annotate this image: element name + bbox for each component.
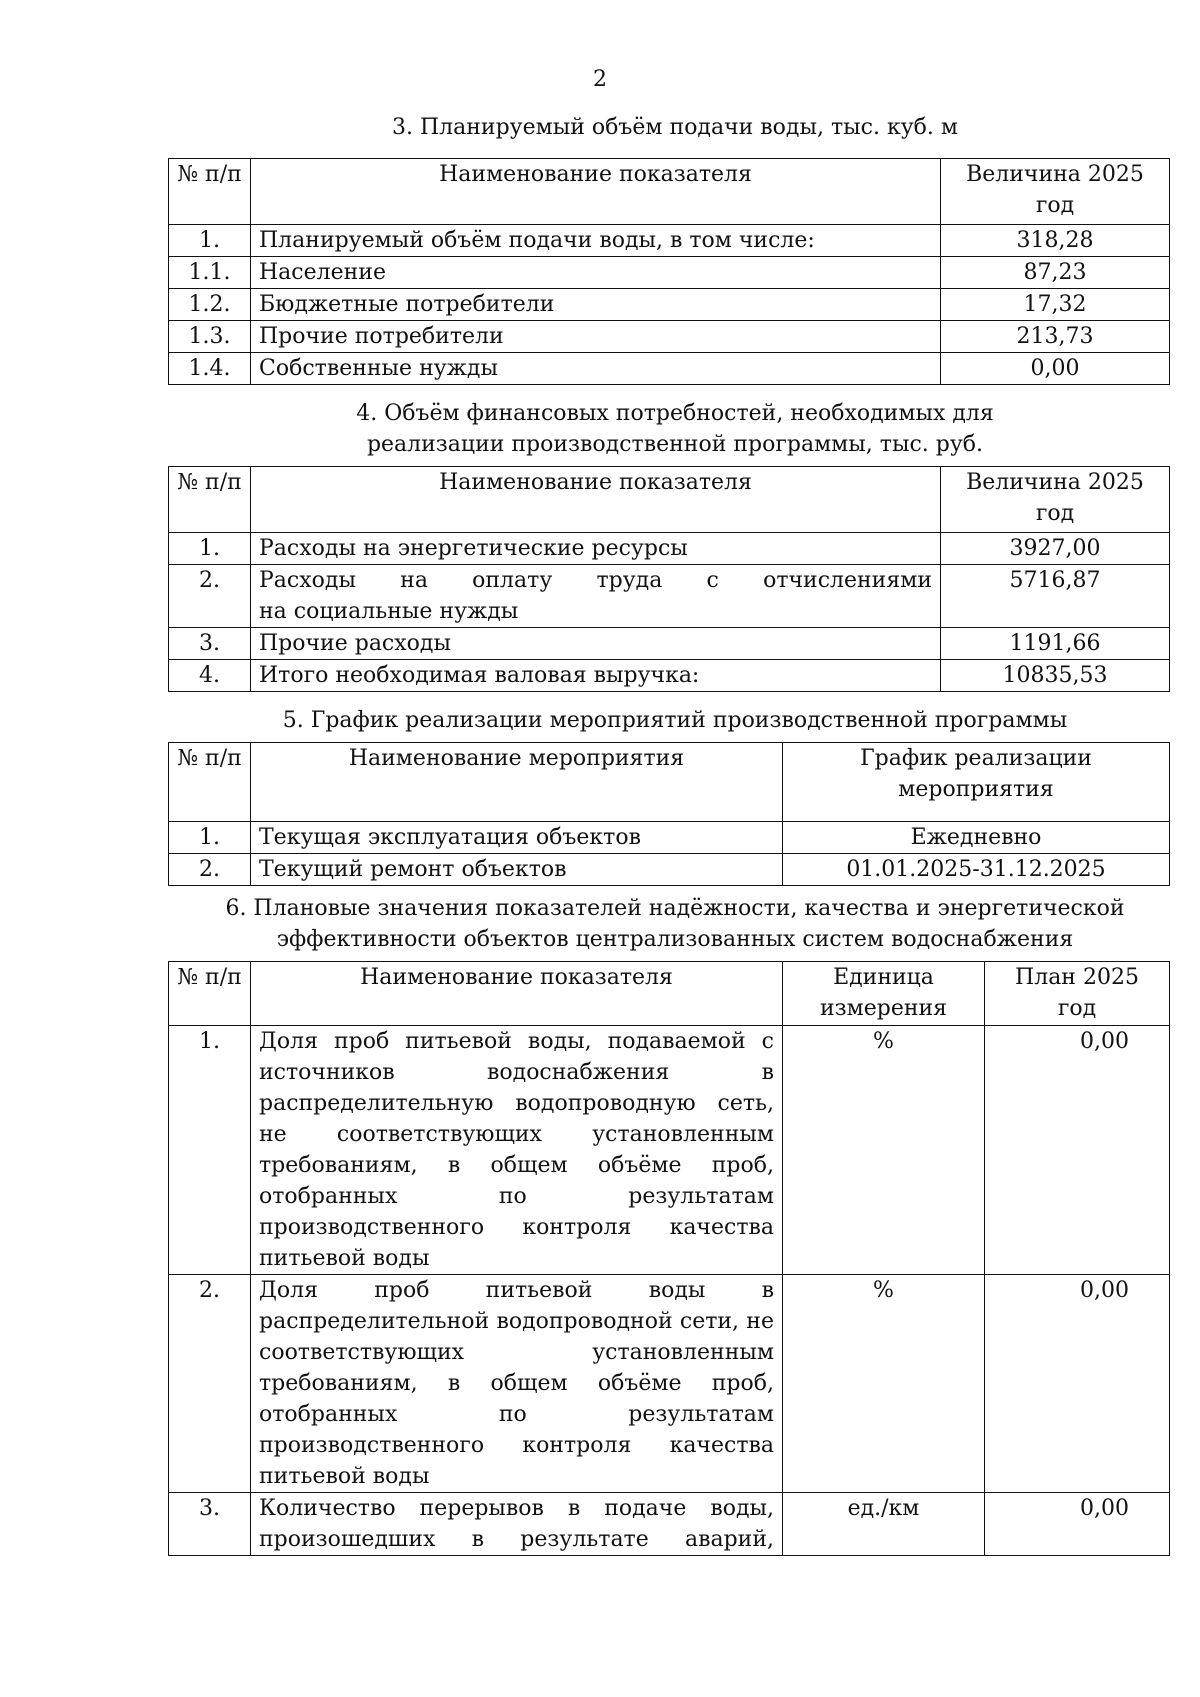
row-num: 1.4. [169,353,251,385]
table-row [169,1493,1170,1556]
row-num: 1. [169,225,251,257]
table-row [169,321,1170,353]
row-num: 1.1. [169,257,251,289]
row-name: Бюджетные потребители [251,289,941,321]
section-5-title: 5. График реализации мероприятий производственной программы [282,708,1068,733]
table-row [169,628,1170,660]
table-row [169,225,1170,257]
row-name: Доля проб питьевой воды, подаваемой с источников водоснабжения в распределительную водопроводную сеть, не соответствующих установленным требованиям, в общем объёме проб, отобранных по результатам производственного контроля качества питьевой воды [251,1026,783,1275]
row-unit: % [783,1026,985,1275]
schedule-table [168,742,1170,886]
header-num: № п/п [169,743,251,822]
header-num: № п/п [169,159,251,225]
table-row [169,822,1170,854]
header-plan: План 2025 год [985,962,1170,1026]
row-num: 1. [169,533,251,565]
row-num: 3. [169,628,251,660]
row-plan: 0,00 [985,1026,1170,1275]
section-6-title: 6. Плановые значения показателей надёжности, качества и энергетической эффективности объектов централизованных систем водоснабжения [225,896,1125,952]
row-unit: ед./км [783,1493,985,1556]
table-row [169,289,1170,321]
row-value: 213,73 [941,321,1170,353]
row-num: 2. [169,854,251,886]
row-schedule: 01.01.2025-31.12.2025 [783,854,1170,886]
row-name: Планируемый объём подачи воды, в том числе: [251,225,941,257]
row-value: 10835,53 [941,660,1170,692]
row-value: 17,32 [941,289,1170,321]
row-plan: 0,00 [985,1493,1170,1556]
table-row [169,660,1170,692]
page-number: 2 [593,67,607,92]
header-value: Величина 2025 год [941,159,1170,225]
row-value: 5716,87 [941,565,1170,628]
row-value: 87,23 [941,257,1170,289]
row-num: 4. [169,660,251,692]
table-row [169,533,1170,565]
row-num: 1. [169,1026,251,1275]
water-supply-table [168,158,1170,385]
header-num: № п/п [169,962,251,1026]
header-name: Наименование показателя [251,467,941,533]
table-header-row [169,159,1170,225]
header-name: Наименование мероприятия [251,743,783,822]
table-row [169,565,1170,628]
section-4-title: 4. Объём финансовых потребностей, необходимых для реализации производственной программы, тыс. руб. [356,401,994,457]
row-name: Текущая эксплуатация объектов [251,822,783,854]
row-name: Население [251,257,941,289]
row-value: 3927,00 [941,533,1170,565]
row-num: 1.3. [169,321,251,353]
table-header-row [169,743,1170,822]
header-num: № п/п [169,467,251,533]
row-name: Собственные нужды [251,353,941,385]
row-name: Количество перерывов в подаче воды, произошедших в результате аварий, [251,1493,783,1556]
row-value: 318,28 [941,225,1170,257]
table-header-row [169,962,1170,1026]
row-name: Текущий ремонт объектов [251,854,783,886]
header-value: Величина 2025 год [941,467,1170,533]
reliability-table [168,961,1170,1556]
row-num: 2. [169,1275,251,1493]
row-name: Итого необходимая валовая выручка: [251,660,941,692]
row-name-line-1: Расходы на оплату труда с отчислениями [259,568,932,593]
table-row [169,257,1170,289]
header-name: Наименование показателя [251,962,783,1026]
row-name: Расходы на энергетические ресурсы [251,533,941,565]
row-value: 1191,66 [941,628,1170,660]
table-row [169,854,1170,886]
table-row [169,1026,1170,1275]
financial-needs-table [168,466,1170,692]
section-3-title: 3. Планируемый объём подачи воды, тыс. куб. м [392,115,958,140]
row-unit: % [783,1275,985,1493]
header-name: Наименование показателя [251,159,941,225]
row-num: 1.2. [169,289,251,321]
row-name: Прочие потребители [251,321,941,353]
row-name: Прочие расходы [251,628,941,660]
row-num: 2. [169,565,251,628]
table-row [169,1275,1170,1493]
table-header-row [169,467,1170,533]
row-name-line-2: на социальные нужды [259,599,519,624]
row-num: 1. [169,822,251,854]
table-row [169,353,1170,385]
header-unit: Единица измерения [783,962,985,1026]
row-schedule: Ежедневно [783,822,1170,854]
row-name [251,565,941,628]
header-schedule: График реализации мероприятия [783,743,1170,822]
row-value: 0,00 [941,353,1170,385]
row-plan: 0,00 [985,1275,1170,1493]
row-name: Доля проб питьевой воды в распределительной водопроводной сети, не соответствующих установленным требованиям, в общем объёме проб, отобранных по результатам производственного контроля качества питьевой воды [251,1275,783,1493]
row-num: 3. [169,1493,251,1556]
